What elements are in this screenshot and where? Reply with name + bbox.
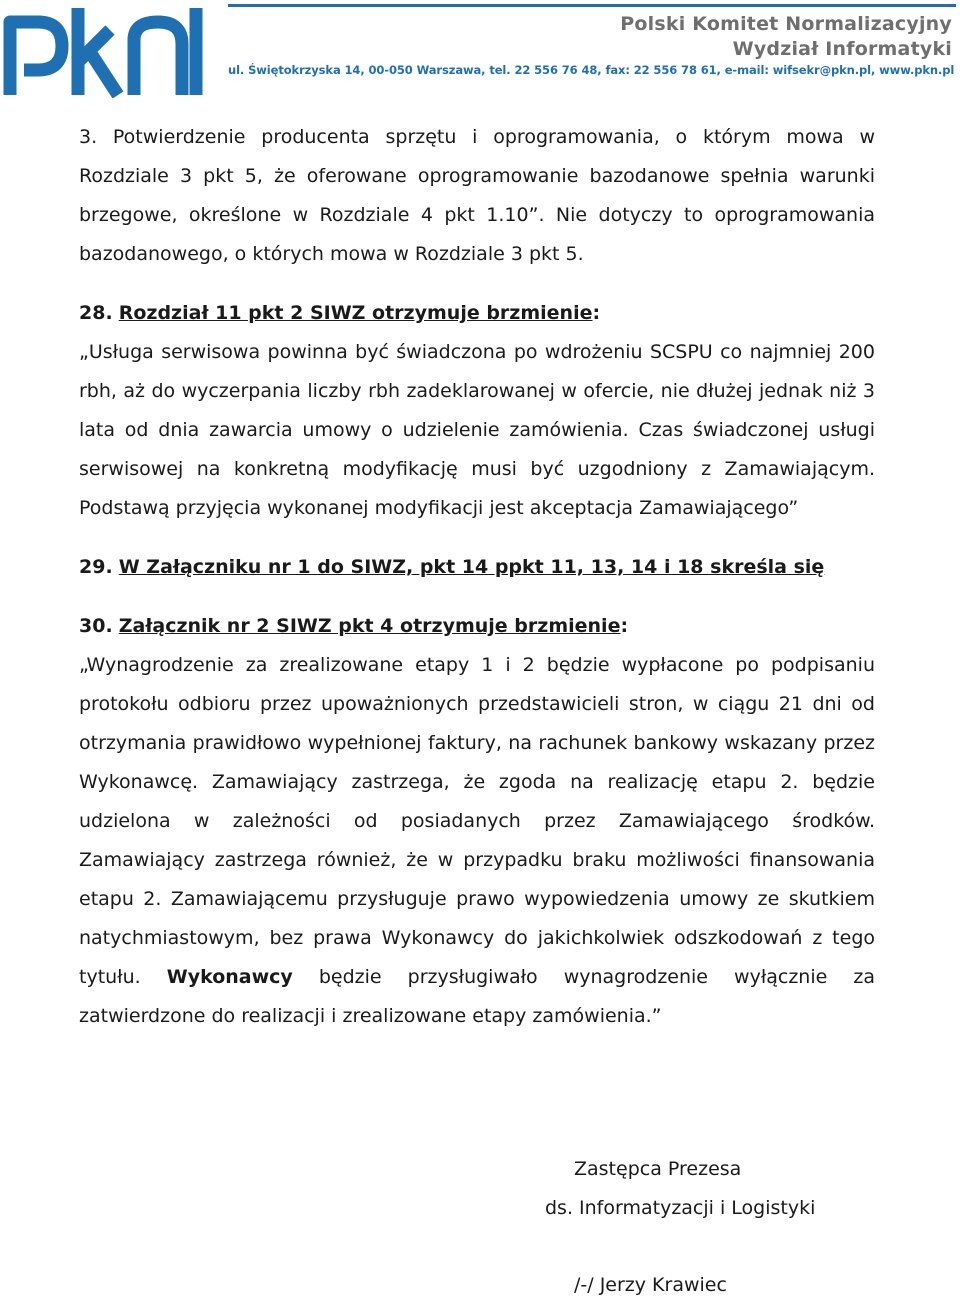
item-29-heading [79, 548, 875, 587]
item-30-body-bold: Wykonawcy [166, 966, 293, 988]
item-3: 3. Potwierdzenie producenta sprzętu i oprogramowania, o którym mowa w Rozdziale 3 pkt 5, że oferowane oprogramowanie bazodanowe spełnia warunki brzegowe, określone w Rozdziale 4 pkt 1.10”. Nie dotyczy to oprogramowania bazodanowego, o których mowa w Rozdziale 3 pkt 5. [79, 126, 875, 265]
item-30-body-part1: „Wynagrodzenie za zrealizowane etapy 1 i 2 będzie wypłacone po podpisaniu protokołu odbioru przez upoważnionych przedstawicieli stron, w ciągu 21 dni od otrzymania prawidłowo wypełnionej faktury, na rachunek bankowy wskazany przez Wykonawcę. Zamawiający zastrzega, że zgoda na realizację etapu 2. będzie udzielona w zależności od posiadanych przez Zamawiającego środków. Zamawiający zastrzega również, że w przypadku braku możliwości finansowania etapu 2. Zamawiającemu przysługuje prawo wypowiedzenia umowy ze skutkiem natychmiastowym, bez prawa Wykonawcy do jakichkolwiek odszkodowań z tego tytułu. [79, 654, 875, 988]
item-28-number: 28. [79, 302, 113, 324]
item-30-heading [79, 607, 875, 646]
header-rule [228, 4, 956, 7]
item-28-colon: : [592, 302, 601, 324]
organization-address: ul. Świętokrzyska 14, 00-050 Warszawa, tel. 22 556 76 48, fax: 22 556 78 61, e-mail: wifsekr@pkn.pl, www.pkn.pl [228, 63, 955, 77]
item-28-heading [79, 294, 875, 333]
letterhead [0, 0, 960, 100]
organization-name-line1: Polski Komitet Normalizacyjny [620, 13, 952, 35]
item-29-title: W Załączniku nr 1 do SIWZ, pkt 14 ppkt 11, 13, 14 i 18 skreśla się [118, 556, 825, 578]
item-30-colon: : [620, 615, 629, 637]
pkn-logo [0, 0, 215, 98]
signature-department: ds. Informatyzacji i Logistyki [545, 1197, 816, 1219]
signature-name: /-/ Jerzy Krawiec [574, 1274, 727, 1296]
document-body [79, 118, 875, 1036]
organization-name-line2: Wydział Informatyki [732, 38, 952, 60]
item-28-body: „Usługa serwisowa powinna być świadczona po wdrożeniu SCSPU co najmniej 200 rbh, aż do wyczerpania liczby rbh zadeklarowanej w ofercie, nie dłużej jednak niż 3 lata od dnia zawarcia umowy o udzielenie zamówienia. Czas świadczonej usługi serwisowej na konkretną modyfikację musi być uzgodniony z Zamawiającym. Podstawą przyjęcia wykonanej modyfikacji jest akceptacja Zamawiającego” [79, 341, 875, 519]
item-30-body-part2: będzie przysługiwało wynagrodzenie wyłącznie za zatwierdzone do realizacji i zrealizowane etapy zamówienia.” [79, 966, 875, 1027]
item-29-number: 29. [79, 556, 113, 578]
signature-title: Zastępca Prezesa [574, 1158, 742, 1180]
organization-name [620, 12, 952, 62]
item-30-title: Załącznik nr 2 SIWZ pkt 4 otrzymuje brzmienie [118, 615, 621, 637]
item-28-title: Rozdział 11 pkt 2 SIWZ otrzymuje brzmienie [118, 302, 593, 324]
item-30-body [79, 646, 875, 1036]
item-30-number: 30. [79, 615, 113, 637]
